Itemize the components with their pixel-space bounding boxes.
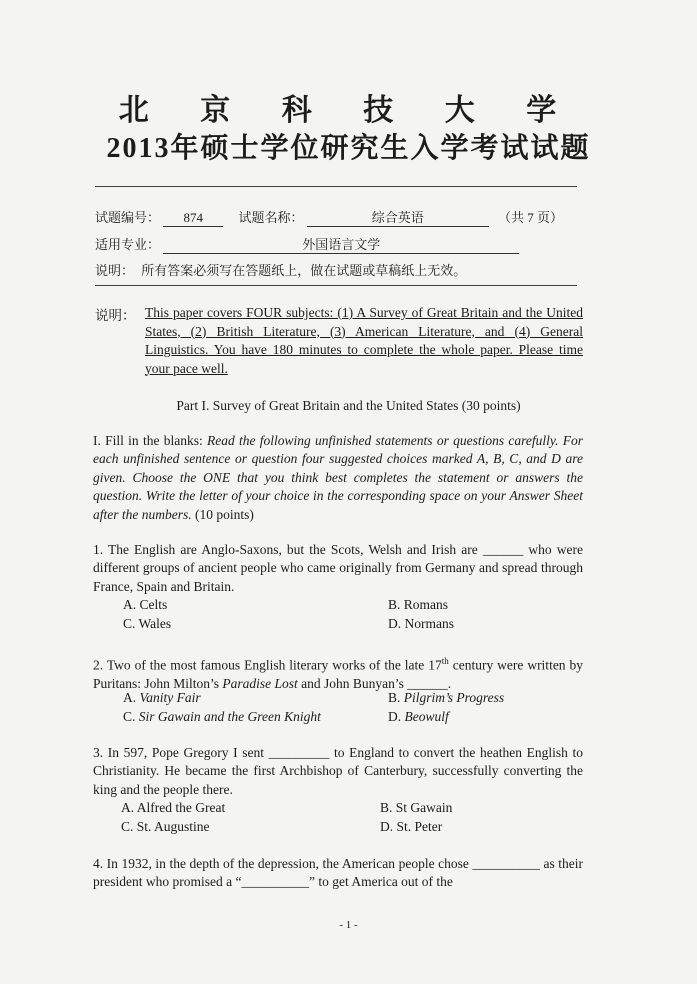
- page-number: - 1 -: [339, 919, 358, 931]
- part-title: Part I. Survey of Great Britain and the United States (30 points): [176, 398, 521, 413]
- intro-label: 说明：: [95, 308, 136, 323]
- q2-option-c: [123, 709, 321, 725]
- q3-option-b: B. St Gawain: [380, 800, 453, 815]
- q3-option-c: C. St. Augustine: [121, 819, 210, 834]
- section-points: (10 points): [191, 506, 254, 522]
- q2-text-end: and John Bunyan’s ______.: [297, 675, 452, 691]
- q2-option-a: [123, 690, 201, 706]
- q2-text-start: 2. Two of the most famous English literary works of the late 17: [93, 657, 442, 673]
- q2-option-d-letter: D.: [388, 709, 405, 724]
- question-3: 3. In 597, Pope Gregory I sent _________ to England to convert the heathen English to Christianity. He became the first Archbishop of Canterbury, successfully converting the king and the people there.: [93, 745, 583, 797]
- exam-code-row: [95, 207, 563, 227]
- section-instructions: [93, 432, 583, 524]
- note-text: 所有答案必须写在答题纸上，做在试题或草稿纸上无效。: [141, 263, 467, 278]
- q1-option-c: C. Wales: [123, 616, 172, 631]
- q2-option-b-text: Pilgrim’s Progress: [403, 690, 505, 705]
- question-1: 1. The English are Anglo-Saxons, but the Scots, Welsh and Irish are ______ who were different groups of ancient people who came originally from Germany and spread through France, Spain and Britain.: [93, 542, 583, 594]
- q2-text-mid: century were written by Puritans: John Milton’s: [93, 657, 584, 691]
- q1-option-b: B. Romans: [388, 597, 449, 612]
- q2-work-title: Paradise Lost: [222, 675, 298, 691]
- name-value: 综合英语: [307, 207, 489, 227]
- q3-option-a: A. Alfred the Great: [121, 800, 226, 815]
- section-lead: I. Fill in the blanks:: [93, 433, 207, 448]
- question-2: [93, 652, 583, 693]
- q2-superscript: th: [441, 656, 449, 666]
- code-label: 试题编号：: [95, 210, 161, 225]
- q2-option-c-text: Sir Gawain and the Green Knight: [138, 709, 321, 724]
- intro-text: This paper covers FOUR subjects: (1) A Survey of Great Britain and the United States, (2) British Literature, (3) American Literature, and (4) General Linguistics. You have 180 minutes to complete the whole paper. Please time your pace well.: [145, 305, 583, 376]
- q2-option-d: [388, 709, 449, 725]
- exam-title: 2013年硕士学位研究生入学考试试题: [106, 133, 591, 164]
- name-label: 试题名称：: [238, 210, 304, 225]
- q2-option-c-letter: C.: [123, 709, 139, 724]
- major-row: [95, 234, 519, 254]
- major-value: 外国语言文学: [163, 234, 519, 254]
- code-value: 874: [163, 210, 223, 227]
- q2-option-b-letter: B.: [388, 690, 404, 705]
- section-instruction-text: Read the following unfinished statements or questions carefully. For each unfinished sentence or question four suggested choices marked A, B, C, and D are given. Choose the ONE that you think best completes the statement or answers the question. Write the letter of your choice in the corresponding space on your Answer Sheet after the numbers.: [93, 433, 583, 522]
- page-count: （共 7 页）: [498, 210, 564, 225]
- q1-option-d: D. Normans: [388, 616, 454, 631]
- q2-option-d-text: Beowulf: [404, 709, 449, 724]
- q3-option-d: D. St. Peter: [380, 819, 443, 834]
- question-4: 4. In 1932, in the depth of the depression, the American people chose __________ as their president who promised a “__________” to get America out of the: [93, 856, 583, 890]
- note-row: [95, 260, 466, 279]
- note-label: 说明：: [95, 263, 135, 278]
- q2-option-a-letter: A.: [123, 690, 140, 705]
- q2-option-a-text: Vanity Fair: [139, 690, 201, 705]
- header-divider: [95, 186, 577, 187]
- major-label: 适用专业：: [95, 237, 161, 252]
- university-title: 北 京 科 技 大 学: [118, 94, 579, 127]
- q2-option-b: [388, 690, 504, 706]
- info-divider: [95, 285, 577, 286]
- q1-option-a: A. Celts: [123, 597, 168, 612]
